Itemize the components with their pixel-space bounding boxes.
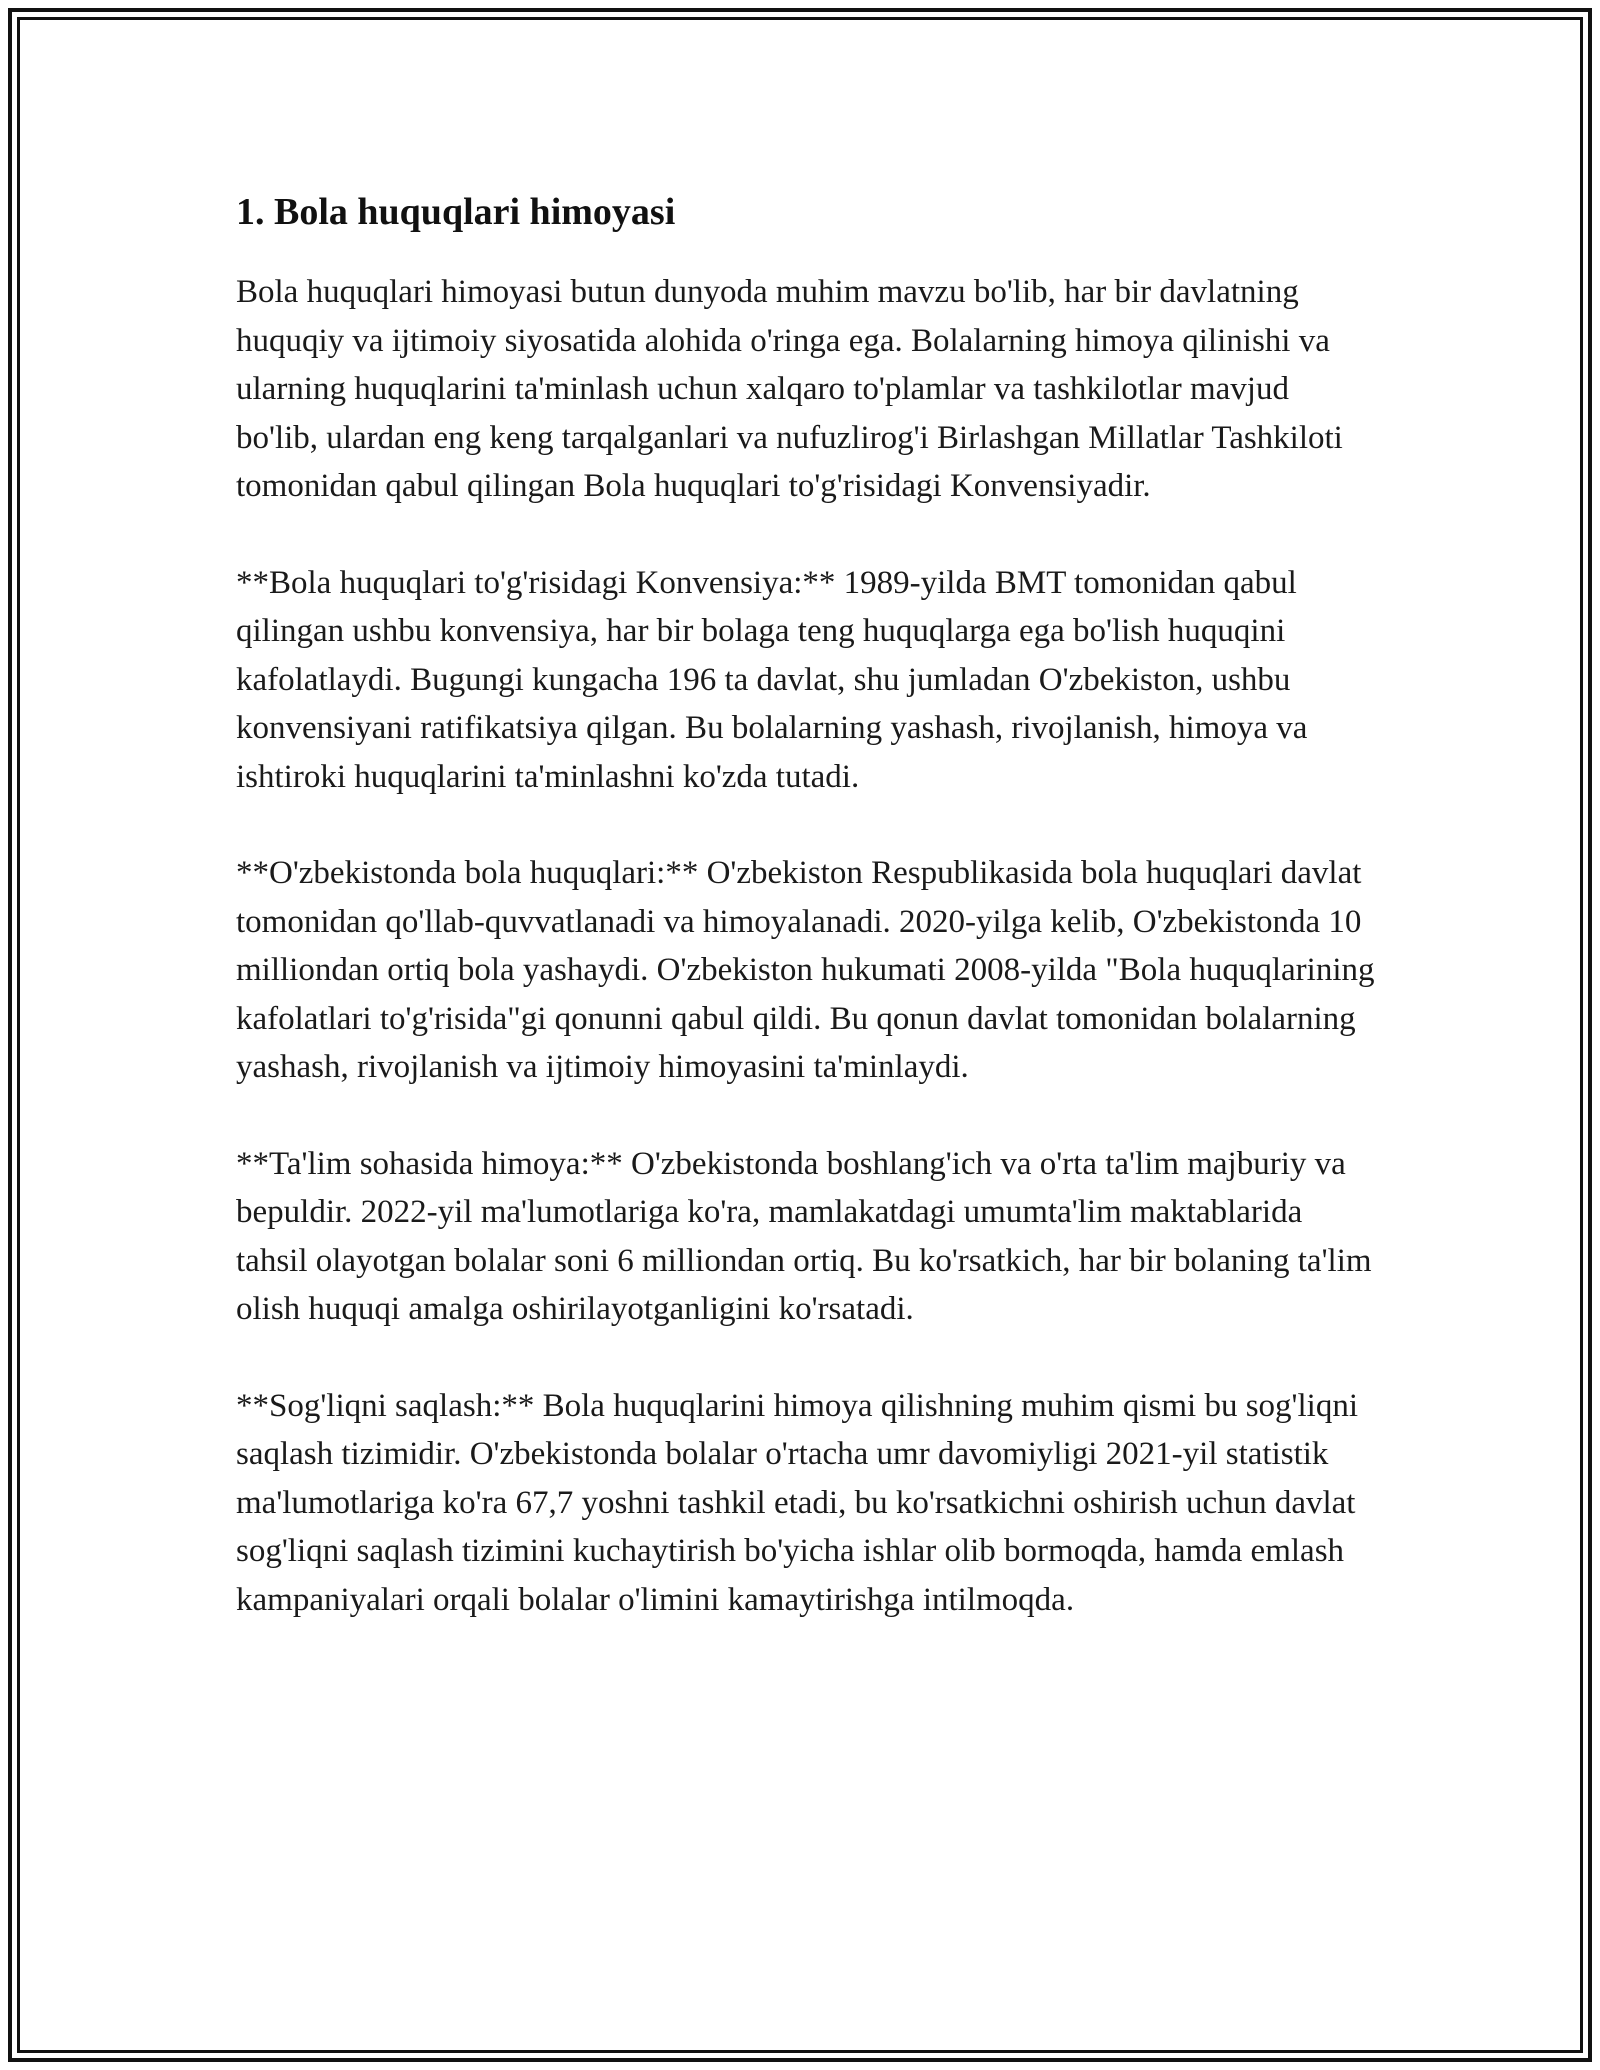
paragraph-intro: Bola huquqlari himoyasi butun dunyoda muhim mavzu bo'lib, har bir davlatning huquqiy va ijtimoiy siyosatida alohida o'ringa ega. Bolalarning himoya qilinishi va ularning huquqlarini ta'minlash uchun xalqaro to'plamlar va tashkilotlar mavjud bo'lib, ulardan eng keng tarqalganlari va nufuzlirog'i Birlashgan Millatlar Tashkiloti tomonidan qabul qilingan Bola huquqlari to'g'risidagi Konvensiyadir. — [236, 274, 1343, 504]
section-heading: 1. Bola huquqlari himoyasi — [236, 191, 676, 233]
paragraph-education: **Ta'lim sohasida himoya:** O'zbekistonda boshlang'ich va o'rta ta'lim majburiy va bepuldir. 2022-yil ma'lumotlariga ko'ra, mamlakatdagi umumta'lim maktablarida tahsil olayotgan bolalar soni 6 milliondan ortiq. Bu ko'rsatkich, har bir bolaning ta'lim olish huquqi amalga oshirilayotganligini ko'rsatadi. — [236, 1145, 1372, 1327]
paragraph-convention: **Bola huquqlari to'g'risidagi Konvensiya:** 1989-yilda BMT tomonidan qabul qilingan ushbu konvensiya, har bir bolaga teng huquqlarga ega bo'lish huquqini kafolatlaydi. Bugungi kungacha 196 ta davlat, shu jumladan O'zbekiston, ushbu konvensiyani ratifikatsiya qilgan. Bu bolalarning yashash, rivojlanish, himoya va ishtiroki huquqlarini ta'minlashni ko'zda tutadi. — [236, 564, 1308, 795]
document-body — [236, 186, 1376, 1672]
paragraph-uzbekistan-rights: **O'zbekistonda bola huquqlari:** O'zbekiston Respublikasida bola huquqlari davlat tomonidan qo'llab-quvvatlanadi va himoyalanadi. 2020-yilga kelib, O'zbekistonda 10 milliondan ortiq bola yashaydi. O'zbekiston hukumati 2008-yilda "Bola huquqlarining kafolatlari to'g'risida"gi qonunni qabul qildi. Bu qonun davlat tomonidan bolalarning yashash, rivojlanish va ijtimoiy himoyasini ta'minlaydi. — [236, 855, 1375, 1085]
paragraph-healthcare: **Sog'liqni saqlash:** Bola huquqlarini himoya qilishning muhim qismi bu sog'liqni saqlash tizimidir. O'zbekistonda bolalar o'rtacha umr davomiyligi 2021-yil statistik ma'lumotlariga ko'ra 67,7 yoshni tashkil etadi, bu ko'rsatkichni oshirish uchun davlat sog'liqni saqlash tizimini kuchaytirish bo'yicha ishlar olib bormoqda, hamda emlash kampaniyalari orqali bolalar o'limini kamaytirishga intilmoqda. — [236, 1387, 1358, 1618]
